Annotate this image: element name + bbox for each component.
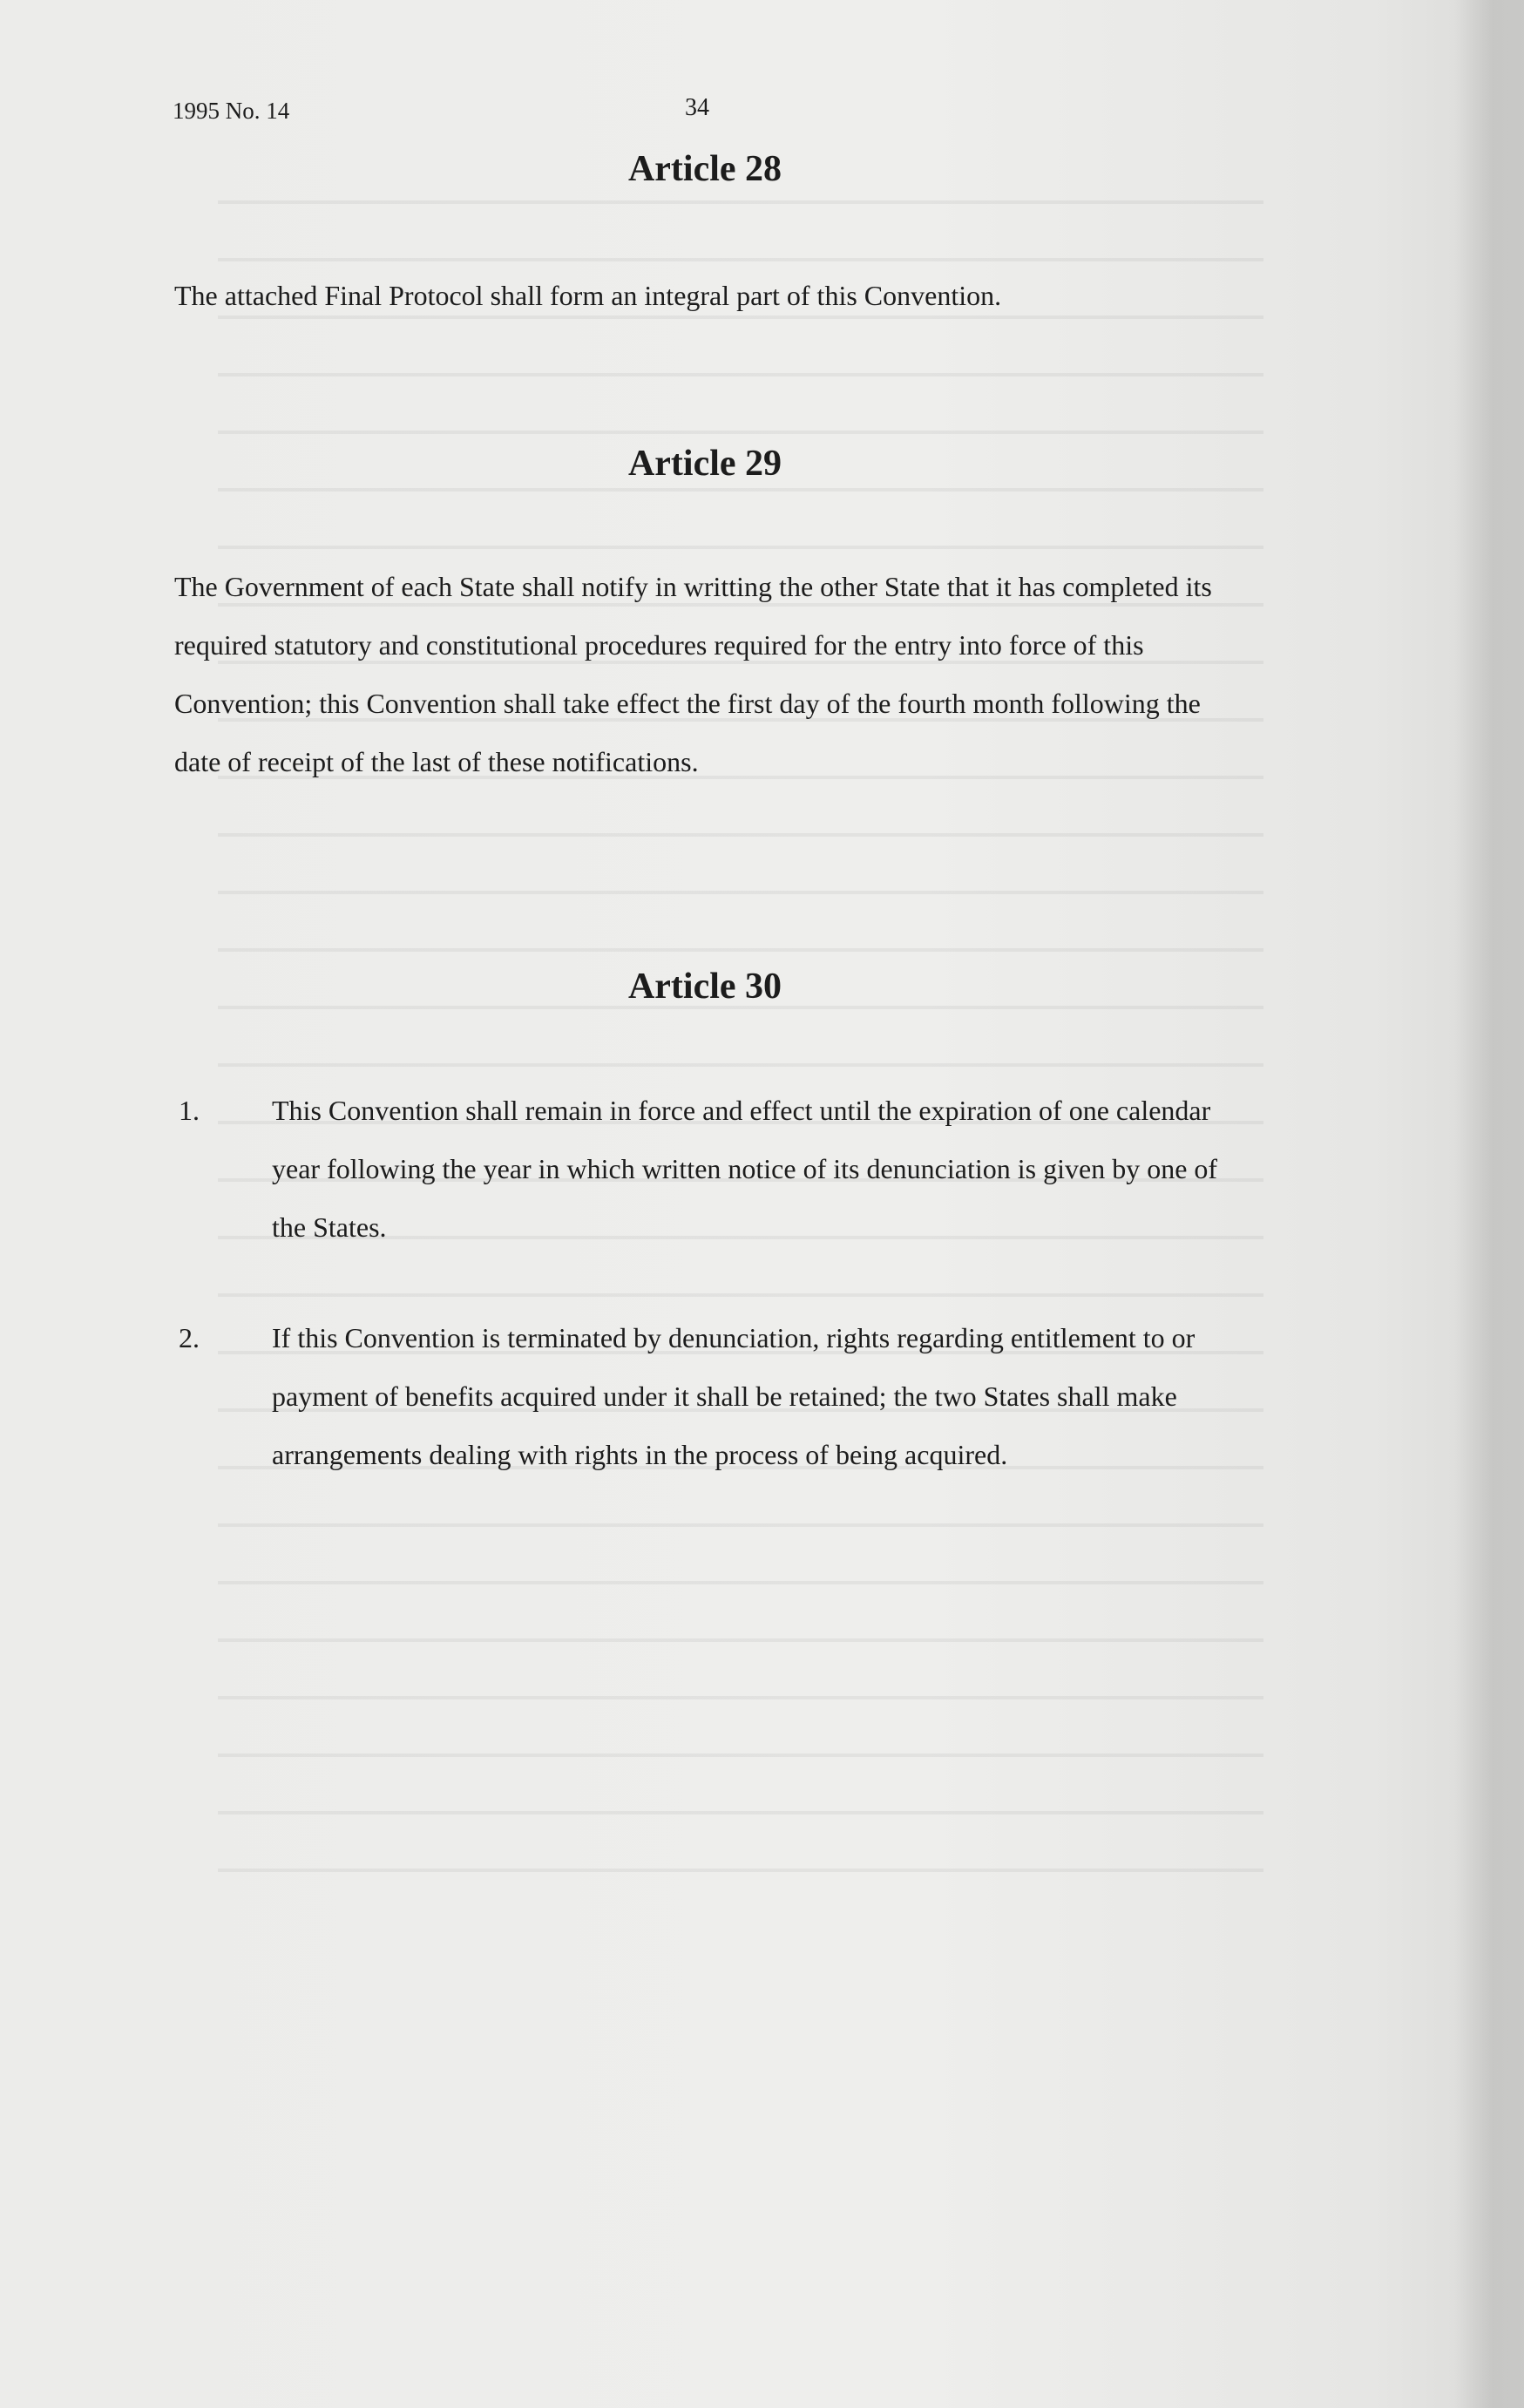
page-number: 34 (685, 94, 709, 121)
item-text: This Convention shall remain in force and effect until the expiration of one calendar year following the year in which written notice of its denunciation is given by one of the States. (272, 1095, 1218, 1243)
item-text: If this Convention is terminated by denunciation, rights regarding entitlement to or payment of benefits acquired under it shall be retained; the two States shall make arrangements dealing with rights in the process of being acquired. (272, 1322, 1195, 1470)
document-header: 1995 No. 14 (173, 98, 290, 124)
item-number: 1. (179, 1095, 200, 1126)
article-30-title: Article 30 (627, 967, 782, 1007)
article-28-paragraph: The attached Final Protocol shall form an integral part of this Convention. (174, 280, 1002, 311)
article-29-paragraph: The Government of each State shall notify in writting the other State that it has completed its required statutory and constitutional procedures required for the entry into force of this Convention; this Convention shall take effect the first day of the fourth month following the date of receipt of the last of these notifications. (174, 571, 1212, 777)
article-28-title: Article 28 (627, 149, 782, 189)
article-29-title: Article 29 (627, 444, 782, 484)
show-through-background (218, 157, 1263, 1900)
item-number: 2. (179, 1322, 200, 1353)
page-edge-shadow (1454, 0, 1524, 2408)
